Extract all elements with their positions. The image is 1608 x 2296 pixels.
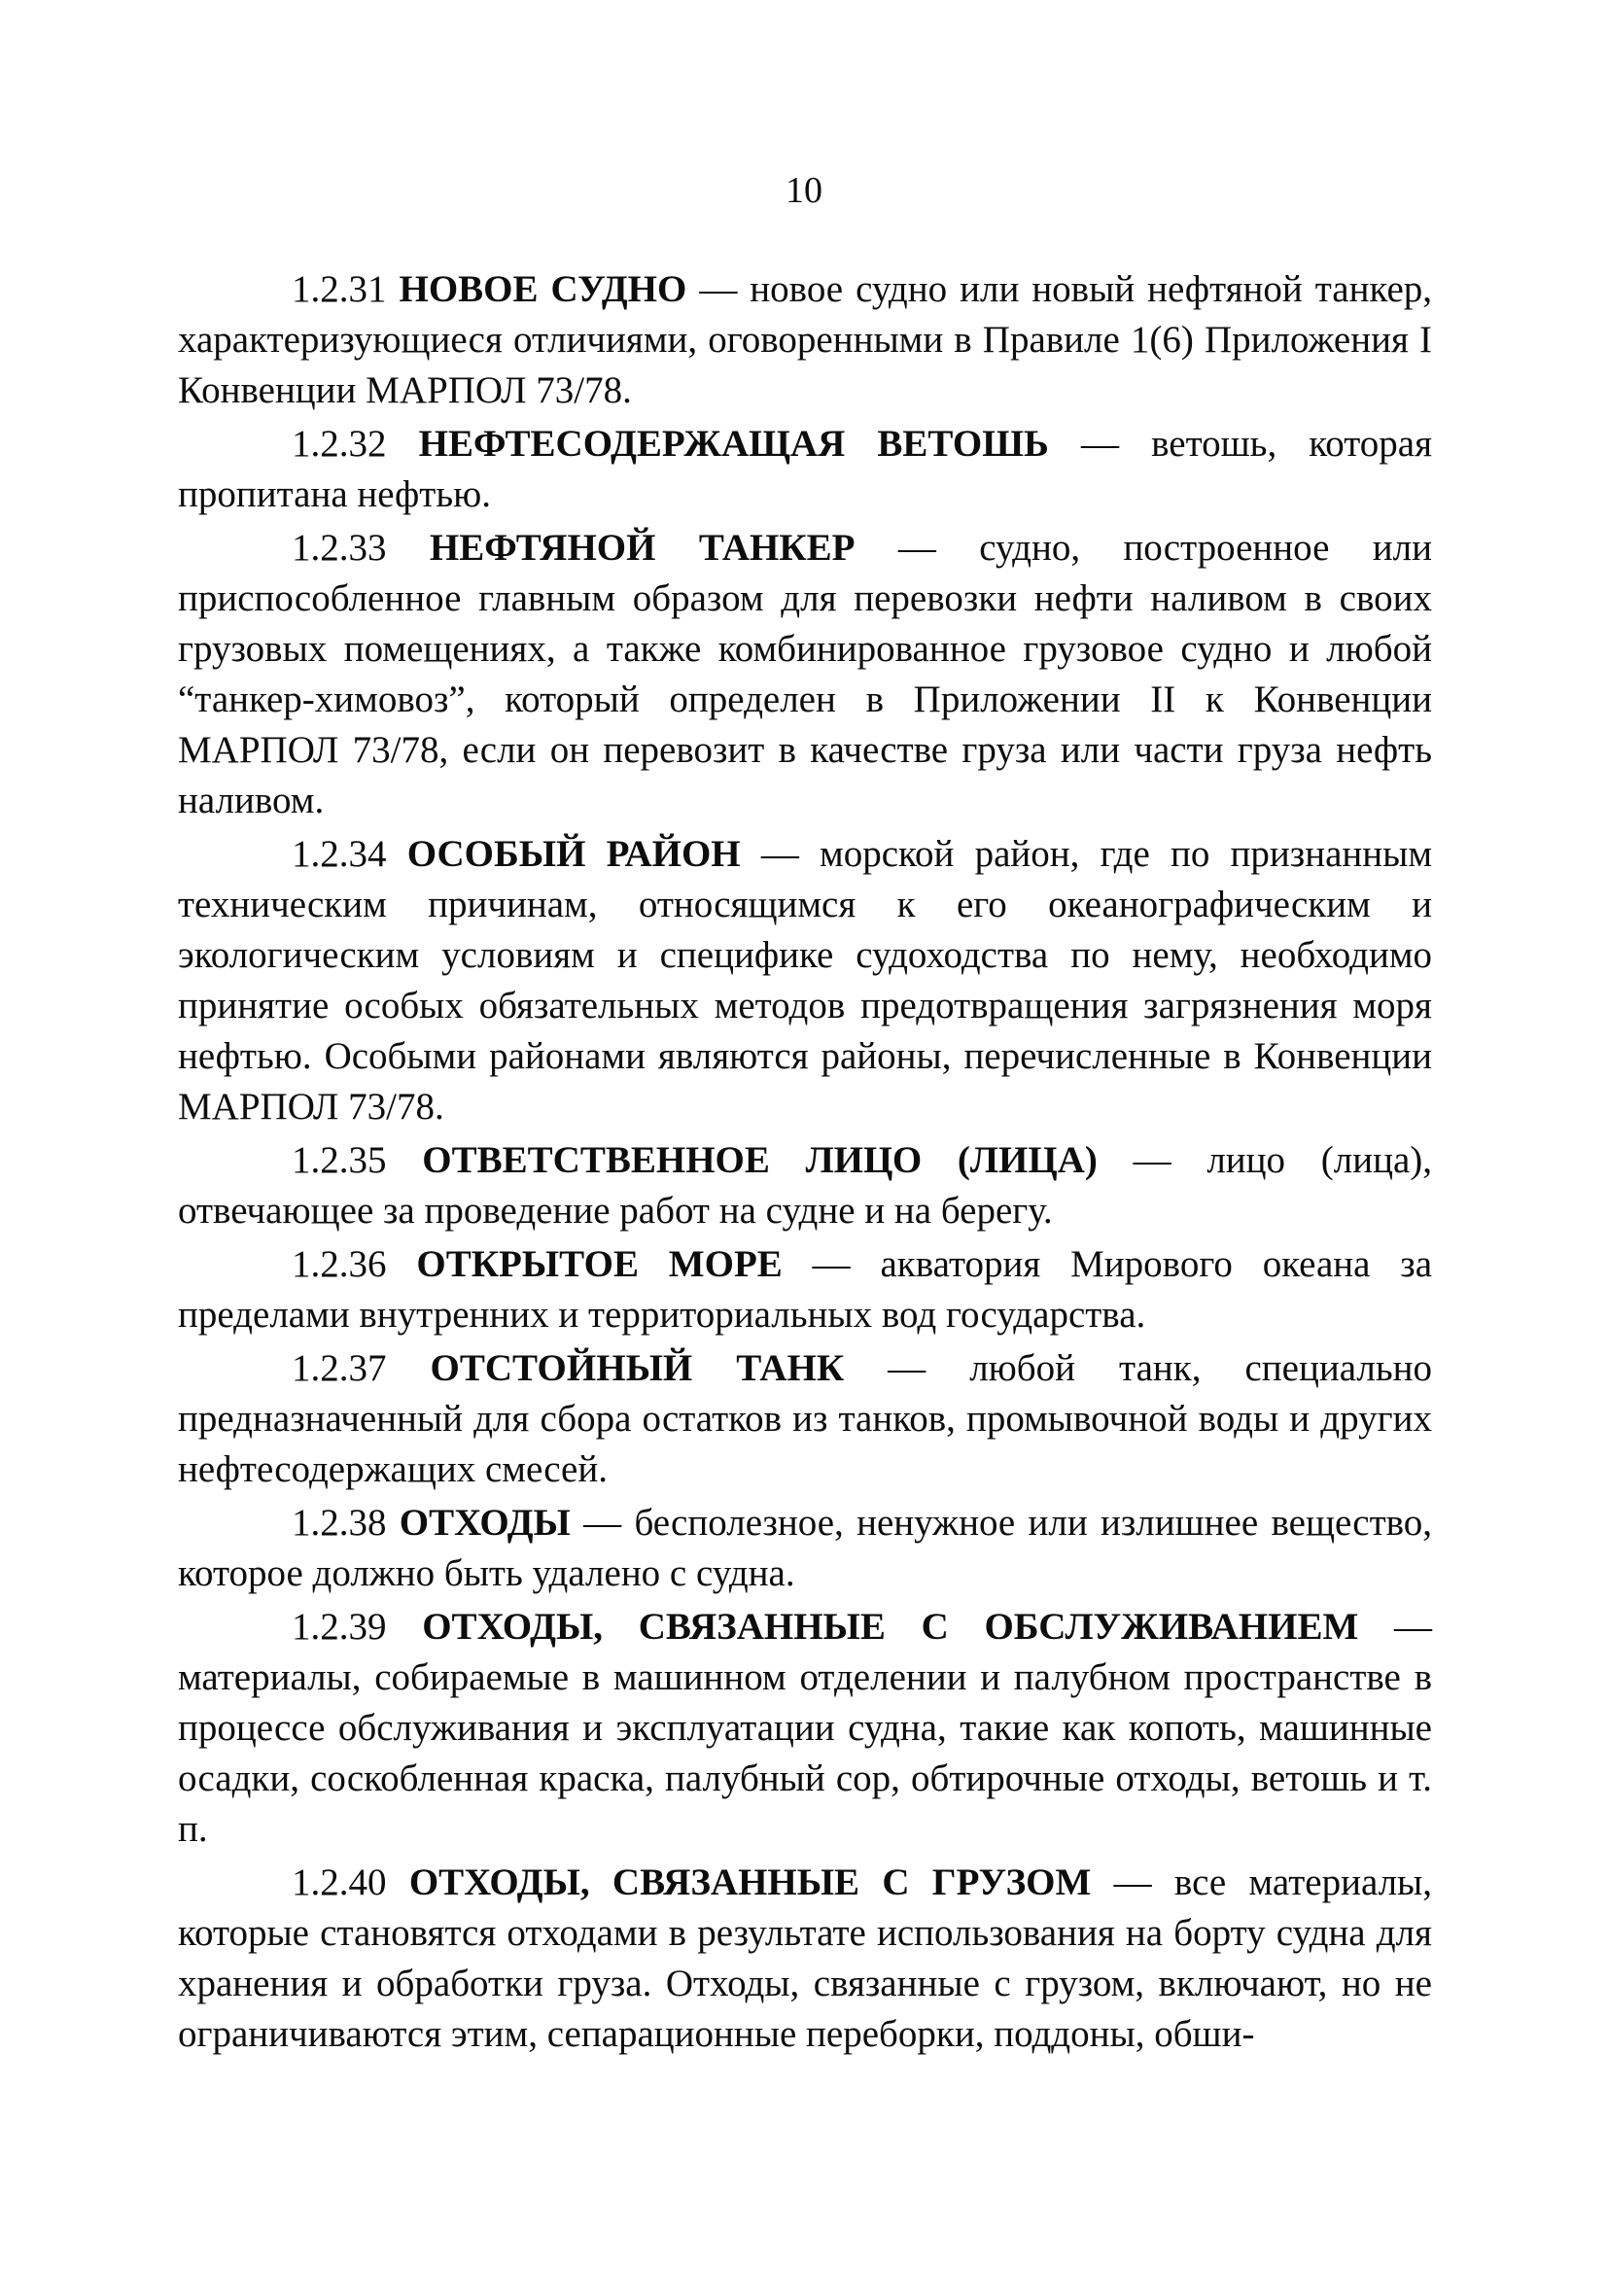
entry-term: ОТВЕТСТВЕННОЕ ЛИЦО (ЛИЦА): [422, 1139, 1098, 1181]
definitions-list: [178, 264, 1432, 2060]
entry-term: ОТХОДЫ, СВЯЗАННЫЕ С ГРУЗОМ: [408, 1861, 1092, 1903]
entry-definition: — материалы, собираемые в машинном отделении и палубном пространстве в процессе обслуживания и эксплуатации судна, такие как копоть, машинные осадки, соскобленная краска, палубный сор, обтирочные отходы, ветошь и т. п.: [178, 1606, 1433, 1850]
entry-term: НЕФТЕСОДЕРЖАЩАЯ ВЕТОШЬ: [418, 423, 1049, 465]
entry-definition: — бесполезное, ненужное или излишнее вещество, которое должно быть удалено с судна.: [178, 1502, 1433, 1594]
definition-entry-1-2-39: [178, 1602, 1432, 1855]
entry-definition: — судно, построенное или приспособленное главным образом для перевозки нефти наливом в своих грузовых помещениях, а также комбинированное грузовое судно и любой “танкер-химовоз”, который определен в Приложении II к Конвенции МАРПОЛ 73/78, если он перевозит в качестве груза или части груза нефть наливом.: [178, 527, 1433, 821]
definition-entry-1-2-40: [178, 1858, 1432, 2060]
entry-definition: — акватория Мирового океана за пределами внутренних и территориальных вод государства.: [178, 1243, 1433, 1336]
entry-term: ОСОБЫЙ РАЙОН: [406, 833, 741, 875]
entry-definition: — любой танк, специально предназначенный для сбора остатков из танков, промывочной воды и других нефтесодержащих смесей.: [178, 1347, 1432, 1490]
entry-definition: — лицо (лица), отвечающее за проведение работ на судне и на берегу.: [178, 1139, 1433, 1232]
page-number: 10: [786, 170, 822, 211]
entry-number: 1.2.38: [292, 1502, 387, 1544]
definition-entry-1-2-38: [178, 1498, 1432, 1599]
entry-definition: — новое судно или новый нефтяной танкер, характеризующиеся отличиями, оговоренными в Правиле 1(6) Приложения I Конвенции МАРПОЛ 73/78.: [178, 268, 1433, 411]
entry-term: ОТХОДЫ, СВЯЗАННЫЕ С ОБСЛУЖИВАНИЕМ: [422, 1606, 1359, 1648]
entry-term: НЕФТЯНОЙ ТАНКЕР: [429, 527, 856, 569]
entry-definition: — ветошь, которая пропитана нефтью.: [178, 423, 1433, 515]
entry-term: ОТКРЫТОЕ МОРЕ: [416, 1243, 783, 1285]
entry-number: 1.2.37: [292, 1347, 387, 1389]
entry-number: 1.2.34: [292, 833, 387, 875]
entry-definition: — морской район, где по признанным техническим причинам, относящимся к его океанографическим и экологическим условиям и специфике судоходства по нему, необходимо принятие особых обязательных методов предотвращения загрязнения моря нефтью. Особыми районами являются районы, перечисленные в Конвенции МАРПОЛ 73/78.: [178, 833, 1433, 1128]
definition-entry-1-2-35: [178, 1135, 1432, 1236]
definition-entry-1-2-37: [178, 1343, 1432, 1495]
entry-term: ОТСТОЙНЫЙ ТАНК: [430, 1347, 845, 1389]
entry-number: 1.2.33: [292, 527, 387, 569]
definition-entry-1-2-36: [178, 1239, 1432, 1340]
entry-number: 1.2.40: [292, 1861, 387, 1903]
entry-number: 1.2.35: [292, 1139, 387, 1181]
entry-number: 1.2.31: [292, 268, 387, 310]
entry-definition: — все материалы, которые становятся отходами в результате использования на борту судна для хранения и обработки груза. Отходы, связанные с грузом, включают, но не ограничиваются этим, сепарационные переборки, поддоны, обши-: [178, 1861, 1433, 2055]
entry-term: ОТХОДЫ: [399, 1502, 571, 1544]
definition-entry-1-2-32: [178, 419, 1432, 520]
entry-number: 1.2.36: [292, 1243, 387, 1285]
definition-entry-1-2-33: [178, 523, 1432, 826]
definition-entry-1-2-34: [178, 829, 1432, 1132]
definition-entry-1-2-31: [178, 264, 1432, 416]
entry-term: НОВОЕ СУДНО: [399, 268, 687, 310]
entry-number: 1.2.39: [292, 1606, 387, 1648]
entry-number: 1.2.32: [292, 423, 387, 465]
